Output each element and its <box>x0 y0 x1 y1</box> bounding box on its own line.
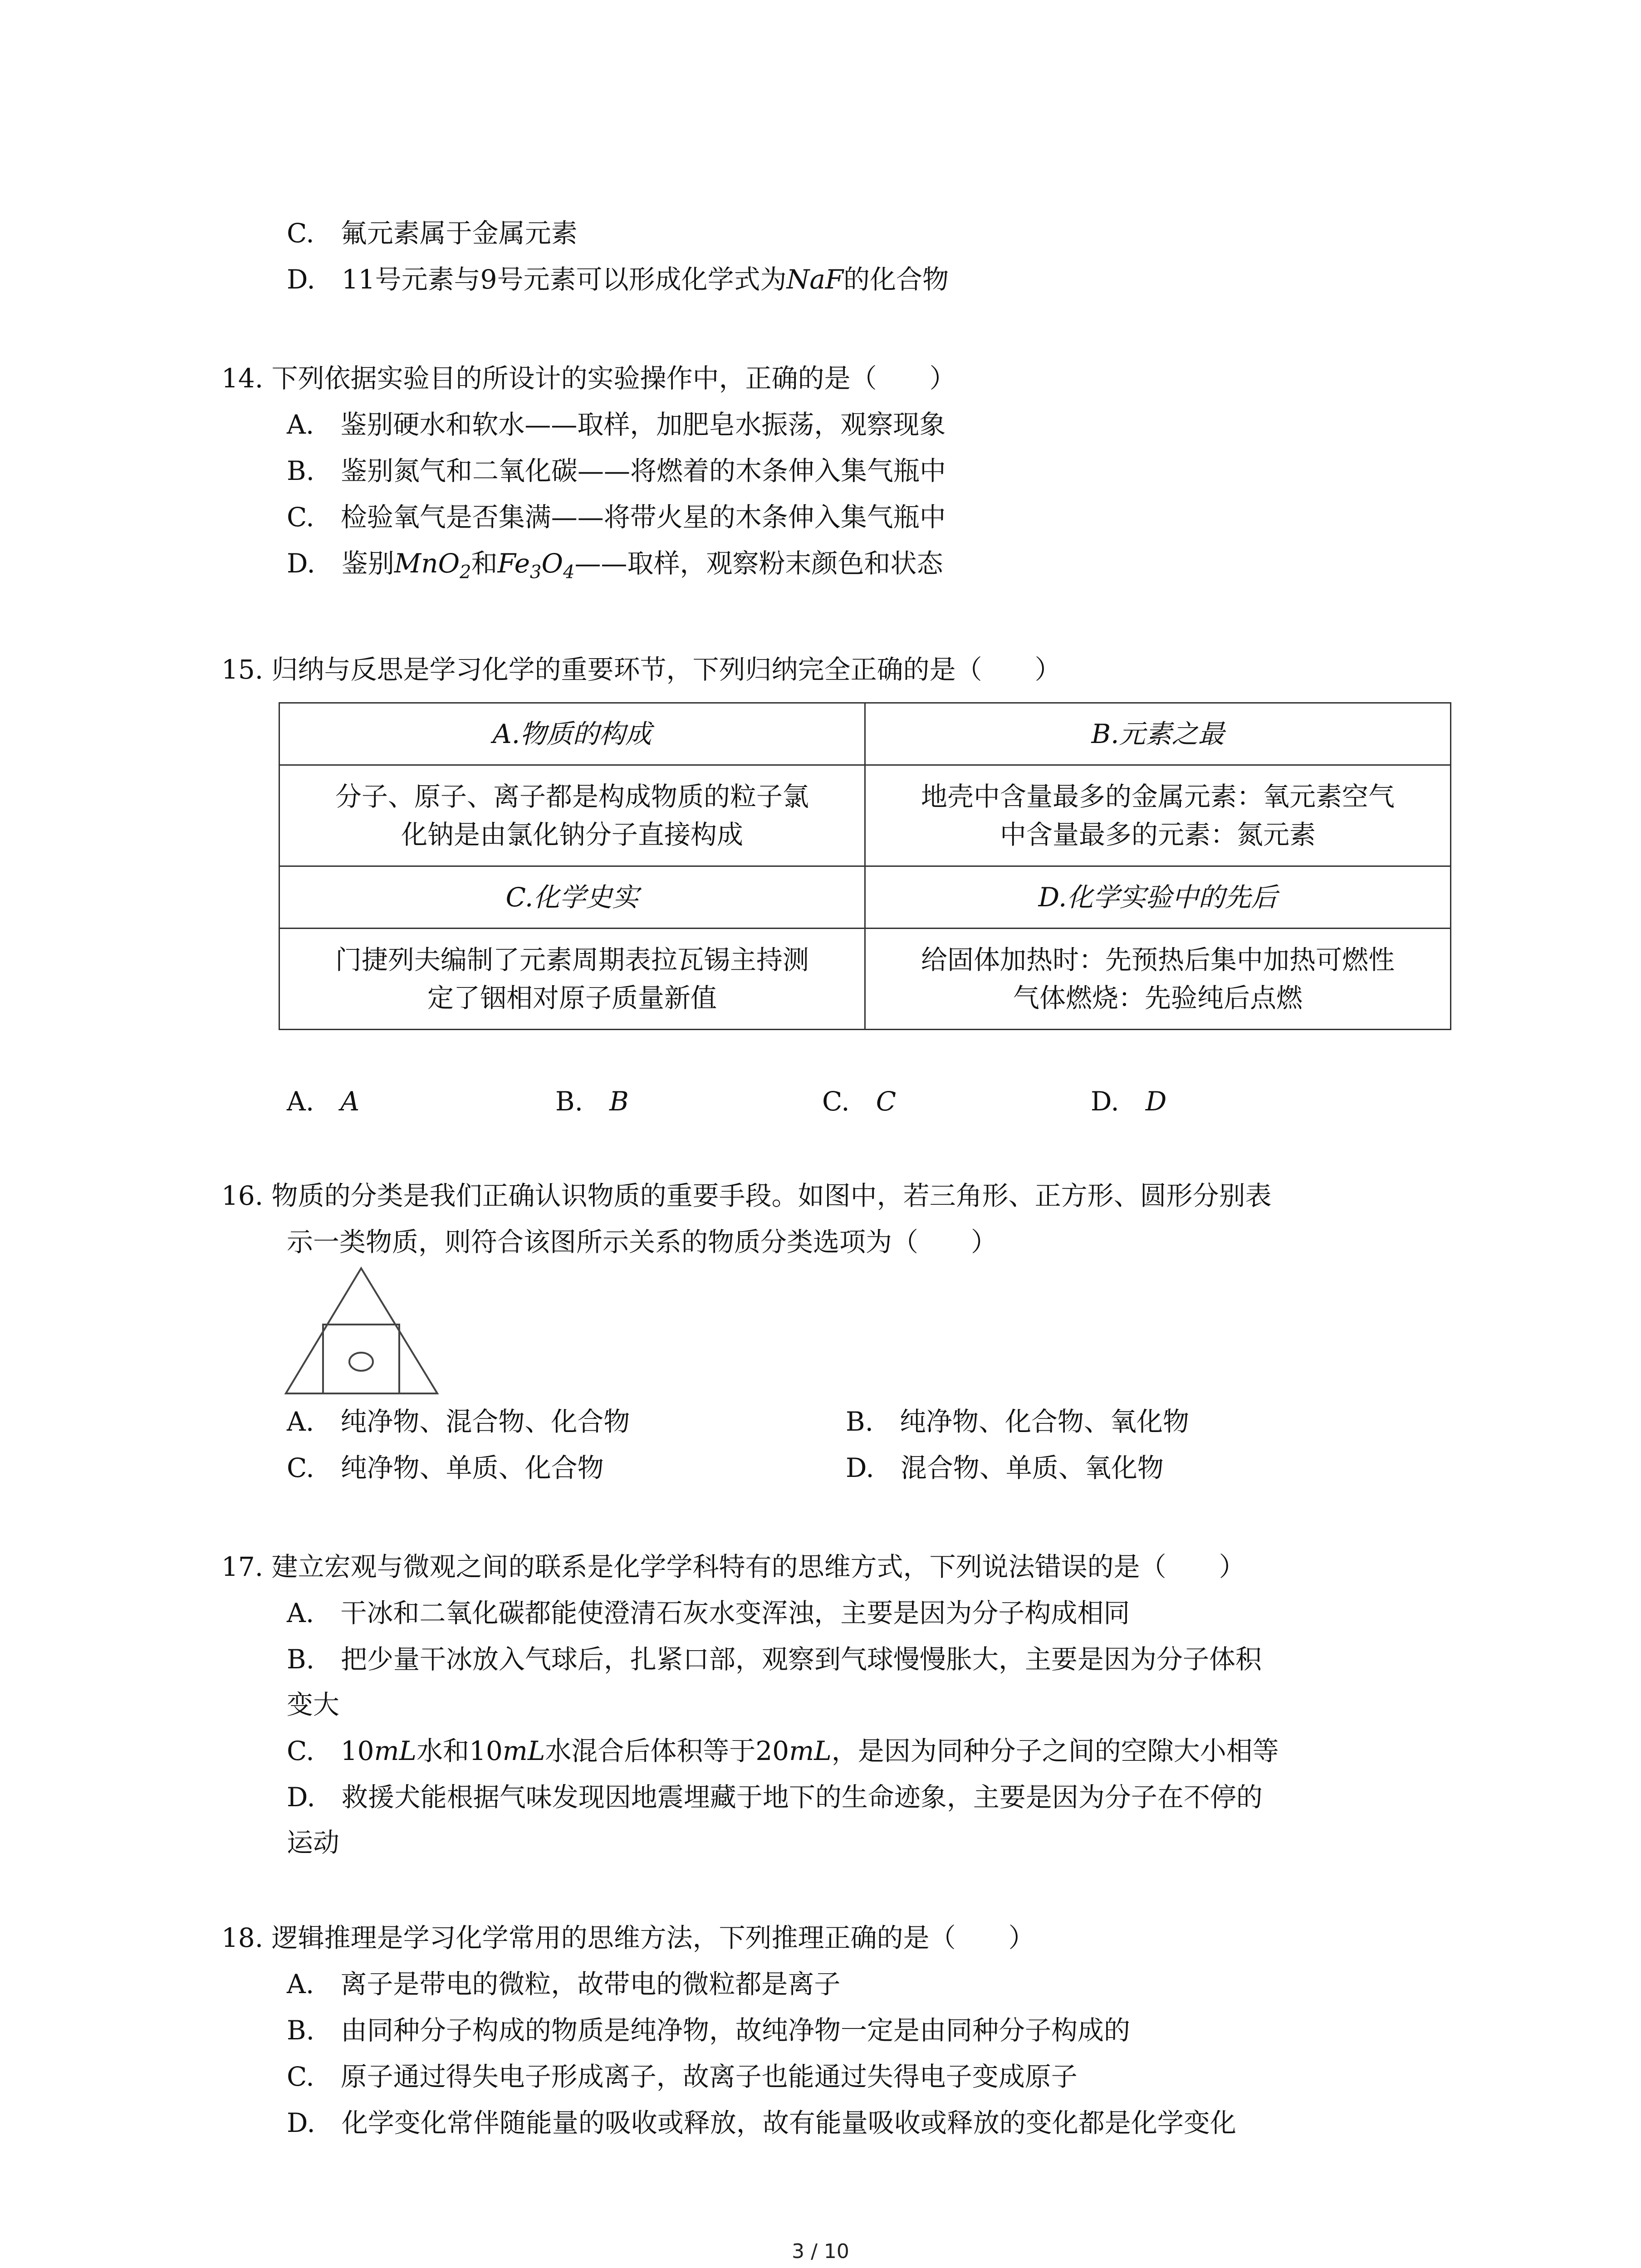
q14-formula-o: O <box>541 548 563 579</box>
q17-unit-ml-3: mL <box>789 1735 832 1766</box>
q15-option-a-value: A <box>340 1086 360 1117</box>
triangle-square-circle-figure <box>283 1266 446 1397</box>
q15-table-a-body <box>279 765 865 866</box>
q14-option-b: B. 鉴别氮气和二氧化碳——将燃着的木条伸入集气瓶中 <box>287 455 946 486</box>
q14-formula-fe3o4 <box>497 548 575 583</box>
q15-table-c-body-line1: 门捷列夫编制了元素周期表拉瓦锡主持测 <box>335 944 809 975</box>
q17-option-b-line2: 变大 <box>287 1689 340 1720</box>
q15-option-b <box>555 1085 629 1118</box>
q15-option-a <box>287 1085 359 1118</box>
q17-stem: 17. 建立宏观与微观之间的联系是化学学科特有的思维方式，下列说法错误的是（ ） <box>221 1551 1245 1582</box>
q15-option-a-label: A. <box>287 1086 314 1117</box>
q17-option-c-post: ，是因为同种分子之间的空隙大小相等 <box>831 1735 1279 1766</box>
q15-table-d-body <box>865 929 1451 1030</box>
page-number: 3 / 10 <box>792 2240 849 2263</box>
q17-option-c-pre: C. 10 <box>287 1735 374 1766</box>
q18-option-a: A. 离子是带电的微粒，故带电的微粒都是离子 <box>287 1969 841 1999</box>
triangle-shape <box>286 1268 437 1393</box>
q13-option-d <box>287 263 949 296</box>
q16-option-d: D. 混合物、单质、氧化物 <box>846 1452 1164 1483</box>
q18-option-c: C. 原子通过得失电子形成离子，故离子也能通过失得电子变成原子 <box>287 2061 1078 2092</box>
q13-option-d-post: 的化合物 <box>843 264 949 295</box>
q14-option-c: C. 检验氧气是否集满——将带火星的木条伸入集气瓶中 <box>287 502 946 533</box>
q14-formula-mno2 <box>394 548 471 583</box>
q15-table <box>279 702 1451 1030</box>
q15-table-a-body-line2: 化钠是由氯化钠分子直接构成 <box>401 819 743 850</box>
q17-unit-ml-2: mL <box>502 1735 545 1766</box>
q15-option-c <box>822 1085 896 1118</box>
q15-option-b-label: B. <box>555 1086 583 1117</box>
q15-option-d-label: D. <box>1091 1086 1119 1117</box>
q17-option-c-mid1: 水和10 <box>416 1735 503 1766</box>
square-shape <box>323 1325 399 1393</box>
q16-option-a: A. 纯净物、混合物、化合物 <box>287 1406 630 1437</box>
q15-table-c-body-line2: 定了铟相对原子质量新值 <box>427 982 717 1013</box>
q13-option-d-pre: D. 11号元素与9号元素可以形成化学式为 <box>287 264 787 295</box>
q15-option-c-value: C <box>876 1086 896 1117</box>
q15-table-d-body-line1: 给固体加热时：先预热后集中加热可燃性 <box>921 944 1395 975</box>
q15-option-d <box>1091 1085 1166 1118</box>
q16-stem-line2: 示一类物质，则符合该图所示关系的物质分类选项为（ ） <box>287 1227 998 1257</box>
q15-option-d-value: D <box>1145 1086 1167 1117</box>
q14-formula-fe-sub: 3 <box>530 562 542 583</box>
q15-table-c-body <box>279 929 865 1030</box>
q16-option-c: C. 纯净物、单质、化合物 <box>287 1452 604 1483</box>
q17-unit-ml-1: mL <box>374 1735 417 1766</box>
q15-stem: 15. 归纳与反思是学习化学的重要环节，下列归纳完全正确的是（ ） <box>221 654 1061 685</box>
q18-option-b: B. 由同种分子构成的物质是纯净物，故纯净物一定是由同种分子构成的 <box>287 2015 1131 2046</box>
q15-option-b-value: B <box>609 1086 629 1117</box>
q17-option-c <box>287 1735 1279 1767</box>
q13-option-c: C. 氟元素属于金属元素 <box>287 218 578 249</box>
q15-table-b-head: B.元素之最 <box>865 703 1451 765</box>
q15-table-b-body-line2: 中含量最多的元素：氮元素 <box>999 819 1316 850</box>
q14-option-d-post: ——取样，观察粉末颜色和状态 <box>574 548 943 579</box>
q17-option-d-line1: D. 救援犬能根据气味发现因地震埋藏于地下的生命迹象，主要是因为分子在不停的 <box>287 1782 1263 1813</box>
q17-option-c-mid2: 水混合后体积等于20 <box>545 1735 789 1766</box>
q16-stem-line1: 16. 物质的分类是我们正确认识物质的重要手段。如图中，若三角形、正方形、圆形分别表 <box>221 1180 1272 1211</box>
q17-option-b-line1: B. 把少量干冰放入气球后，扎紧口部，观察到气球慢慢胀大，主要是因为分子体积 <box>287 1644 1262 1675</box>
q15-table-b-body <box>865 765 1451 866</box>
q14-stem: 14. 下列依据实验目的所设计的实验操作中，正确的是（ ） <box>221 363 956 394</box>
q15-table-a-head: A.物质的构成 <box>279 703 865 765</box>
q13-formula-naf: NaF <box>786 264 844 295</box>
q14-option-d-mid: 和 <box>471 548 498 579</box>
q14-formula-mno2-main: MnO <box>394 548 460 579</box>
q14-formula-mno2-sub: 2 <box>460 562 471 583</box>
q16-option-b: B. 纯净物、化合物、氧化物 <box>846 1406 1190 1437</box>
q17-option-a: A. 干冰和二氧化碳都能使澄清石灰水变浑浊，主要是因为分子构成相同 <box>287 1598 1130 1628</box>
q15-table-a-body-line1: 分子、原子、离子都是构成物质的粒子氯 <box>335 781 809 812</box>
q14-formula-fe: Fe <box>497 548 530 579</box>
q15-table-d-head: D.化学实验中的先后 <box>865 866 1451 929</box>
q14-option-d-pre: D. 鉴别 <box>287 548 394 579</box>
q14-formula-o-sub: 4 <box>563 562 575 583</box>
circle-shape <box>349 1353 373 1371</box>
q18-option-d: D. 化学变化常伴随能量的吸收或释放，故有能量吸收或释放的变化都是化学变化 <box>287 2107 1236 2138</box>
q18-stem: 18. 逻辑推理是学习化学常用的思维方法，下列推理正确的是（ ） <box>221 1922 1035 1953</box>
q15-option-c-label: C. <box>822 1086 850 1117</box>
q14-option-a: A. 鉴别硬水和软水——取样，加肥皂水振荡，观察现象 <box>287 409 946 440</box>
q15-table-c-head: C.化学史实 <box>279 866 865 929</box>
q15-table-b-body-line1: 地壳中含量最多的金属元素：氧元素空气 <box>921 781 1395 812</box>
q14-option-d <box>287 547 943 589</box>
q17-option-d-line2: 运动 <box>287 1827 340 1858</box>
q15-table-d-body-line2: 气体燃烧：先验纯后点燃 <box>1013 982 1303 1013</box>
